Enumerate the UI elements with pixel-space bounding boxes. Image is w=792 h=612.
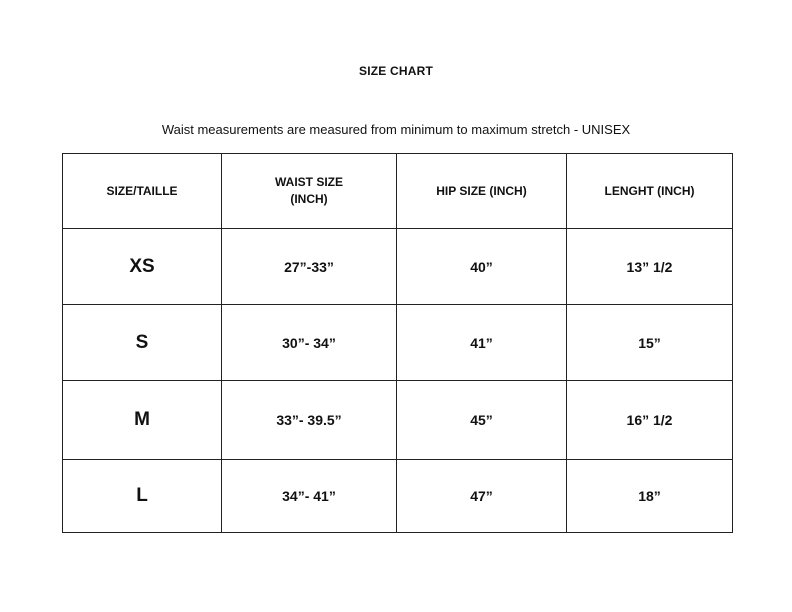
cell-size: M xyxy=(63,381,222,460)
cell-waist: 33”- 39.5” xyxy=(222,381,397,460)
cell-size: S xyxy=(63,305,222,381)
header-length: LENGHT (INCH) xyxy=(567,154,733,229)
cell-hip: 45” xyxy=(397,381,567,460)
page-subtitle: Waist measurements are measured from minimum to maximum stretch - UNISEX xyxy=(161,122,631,137)
table-row xyxy=(63,229,733,305)
header-size: SIZE/TAILLE xyxy=(63,154,222,229)
header-waist-line1: WAIST SIZE xyxy=(274,175,343,189)
cell-waist: 27”-33” xyxy=(222,229,397,305)
cell-hip: 40” xyxy=(397,229,567,305)
cell-size: L xyxy=(63,460,222,533)
size-chart-table xyxy=(62,153,733,533)
header-waist-line2: (INCH) xyxy=(290,192,328,206)
header-waist xyxy=(222,154,397,229)
cell-length: 13” 1/2 xyxy=(567,229,733,305)
header-hip: HIP SIZE (INCH) xyxy=(397,154,567,229)
cell-length: 18” xyxy=(567,460,733,533)
cell-waist: 34”- 41” xyxy=(222,460,397,533)
cell-hip: 41” xyxy=(397,305,567,381)
cell-waist: 30”- 34” xyxy=(222,305,397,381)
table-row xyxy=(63,305,733,381)
cell-length: 16” 1/2 xyxy=(567,381,733,460)
page-title: SIZE CHART xyxy=(359,64,433,78)
cell-hip: 47” xyxy=(397,460,567,533)
table-header-row xyxy=(63,154,733,229)
table-row xyxy=(63,381,733,460)
cell-size: XS xyxy=(63,229,222,305)
cell-length: 15” xyxy=(567,305,733,381)
table-row xyxy=(63,460,733,533)
